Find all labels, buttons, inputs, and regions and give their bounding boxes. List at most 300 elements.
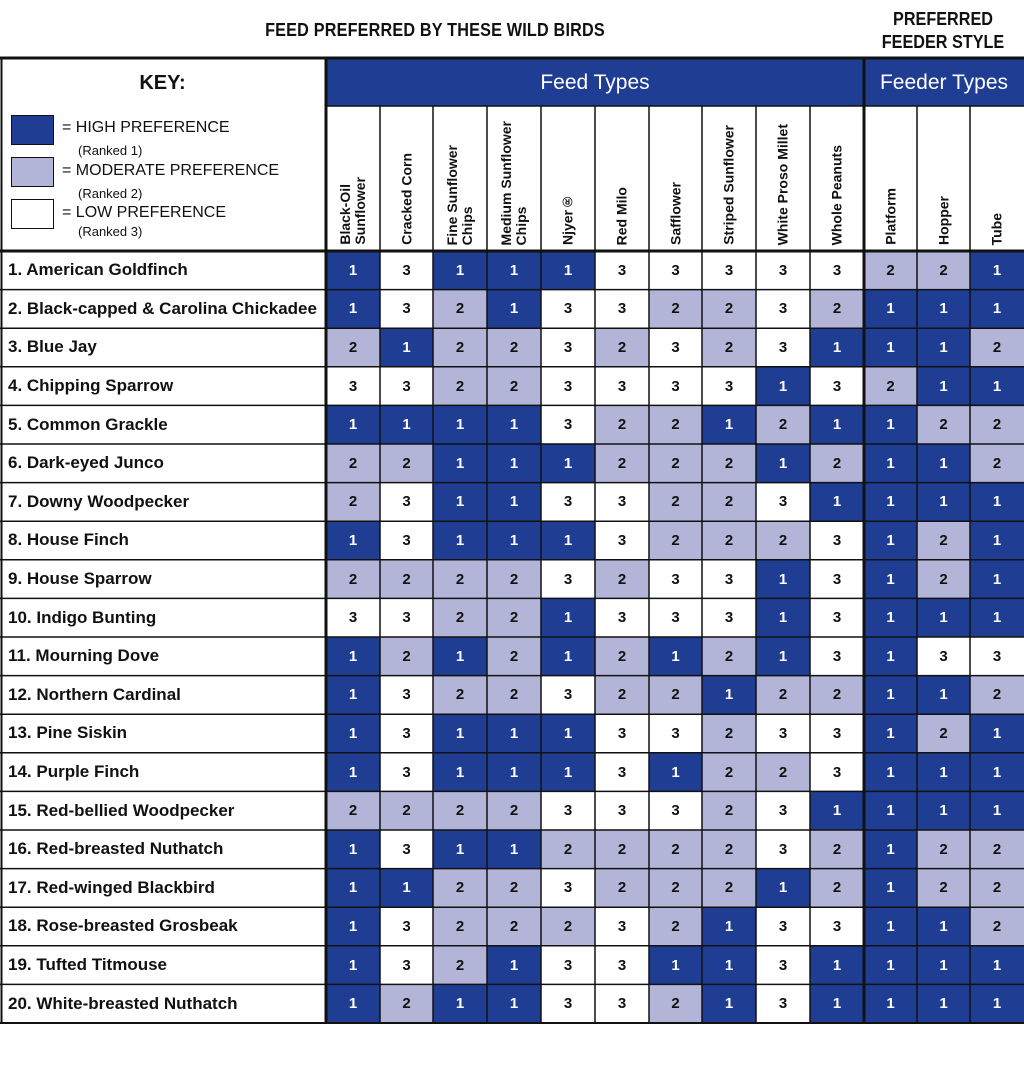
table-cell: 2	[939, 840, 948, 858]
table-cell: 1	[455, 416, 465, 434]
table-cell: 2	[617, 879, 627, 897]
table-cell: 1	[509, 995, 519, 1013]
page-title: FEED PREFERRED BY THESE WILD BIRDS	[265, 20, 605, 40]
table-cell: 1	[724, 956, 734, 974]
table-cell: 2	[724, 338, 734, 356]
table-cell: 2	[617, 647, 627, 665]
table-cell: 2	[671, 917, 680, 935]
table-cell: 1	[509, 300, 519, 318]
column-header	[595, 106, 649, 251]
table-cell: 2	[402, 570, 411, 588]
table-cell: 3	[724, 261, 734, 279]
table-cell: 1	[509, 493, 519, 511]
table-cell: 1	[509, 261, 519, 279]
column-header-label: Platform	[882, 188, 898, 245]
table-cell: 2	[455, 570, 465, 588]
table-cell: 3	[402, 531, 411, 549]
table-cell: 1	[939, 802, 948, 820]
row-label: 5. Common Grackle	[8, 414, 168, 434]
key-swatch-high	[11, 115, 54, 145]
row-label: 16. Red-breasted Nuthatch	[8, 839, 224, 859]
table-cell: 3	[671, 724, 680, 742]
table-cell: 3	[778, 300, 788, 318]
table-cell: 1	[455, 647, 465, 665]
row-label: 2. Black-capped & Carolina Chickadee	[8, 298, 317, 318]
table-cell: 2	[617, 840, 627, 858]
table-cell: 3	[671, 609, 680, 627]
table-cell: 2	[832, 879, 842, 897]
row-label: 8. House Finch	[8, 530, 129, 550]
row-label: 9. House Sparrow	[8, 569, 152, 589]
table-cell: 1	[455, 261, 465, 279]
table-cell: 2	[348, 493, 358, 511]
row-label: 20. White-breasted Nuthatch	[8, 993, 238, 1013]
table-cell: 3	[832, 261, 842, 279]
row-label: 14. Purple Finch	[8, 762, 140, 782]
table-cell: 3	[671, 802, 680, 820]
table-cell: 1	[509, 956, 519, 974]
table-cell: 2	[509, 377, 519, 395]
table-cell: 1	[348, 956, 358, 974]
table-cell: 3	[832, 724, 842, 742]
column-header	[702, 106, 756, 251]
table-cell: 1	[348, 531, 358, 549]
table-cell: 2	[617, 454, 627, 472]
column-header-label: Red Milo	[613, 186, 630, 245]
table-cell: 3	[348, 377, 358, 395]
table-cell: 1	[992, 956, 1002, 974]
table-cell: 1	[886, 802, 895, 820]
table-cell: 1	[563, 647, 573, 665]
table-cell: 3	[724, 609, 734, 627]
table-cell: 1	[563, 261, 573, 279]
row-label: 7. Downy Woodpecker	[8, 491, 190, 511]
column-header	[487, 106, 541, 251]
table-cell: 1	[778, 377, 788, 395]
table-cell: 1	[348, 416, 358, 434]
table-cell: 1	[939, 338, 948, 356]
table-cell: 3	[402, 493, 411, 511]
table-cell: 3	[402, 763, 411, 781]
table-cell: 1	[886, 763, 895, 781]
table-cell: 1	[992, 570, 1002, 588]
table-cell: 2	[992, 416, 1002, 434]
table-cell: 3	[617, 763, 627, 781]
table-cell: 1	[724, 686, 734, 704]
table-cell: 1	[886, 609, 895, 627]
table-cell: 1	[724, 917, 734, 935]
table-cell: 1	[886, 300, 895, 318]
table-cell: 2	[455, 917, 465, 935]
row-label: 19. Tufted Titmouse	[8, 955, 168, 975]
table-cell: 3	[617, 724, 627, 742]
row-label: 18. Rose-breasted Grosbeak	[8, 916, 238, 936]
column-header	[649, 106, 702, 251]
table-cell: 3	[778, 338, 788, 356]
table-cell: 2	[348, 802, 358, 820]
table-cell: 2	[509, 338, 519, 356]
group-label: Feeder Types	[879, 71, 1009, 94]
table-cell: 2	[455, 300, 465, 318]
table-cell: 1	[992, 300, 1002, 318]
table-cell: 1	[509, 840, 519, 858]
table-cell: 3	[617, 493, 627, 511]
table-cell: 1	[886, 724, 895, 742]
table-cell: 2	[832, 686, 842, 704]
table-cell: 1	[992, 802, 1002, 820]
table-cell: 1	[886, 879, 895, 897]
key-swatch-low	[11, 199, 54, 229]
key-label-low: = LOW PREFERENCE	[62, 204, 227, 221]
table-cell: 3	[563, 300, 573, 318]
column-header-label: Tube	[988, 212, 1005, 245]
table-cell: 2	[455, 686, 465, 704]
table-cell: 3	[832, 531, 842, 549]
table-cell: 2	[832, 300, 842, 318]
table-cell: 1	[886, 647, 895, 665]
column-header-label: Medium Sunflower Chips	[498, 120, 529, 245]
table-cell: 2	[992, 917, 1002, 935]
table-cell: 3	[617, 531, 627, 549]
table-cell: 2	[992, 840, 1002, 858]
table-cell: 3	[402, 609, 411, 627]
table-cell: 3	[832, 763, 842, 781]
table-cell: 1	[563, 531, 573, 549]
table-cell: 1	[886, 917, 895, 935]
table-cell: 1	[348, 917, 358, 935]
table-cell: 3	[402, 300, 411, 318]
table-cell: 2	[455, 956, 465, 974]
table-cell: 2	[671, 879, 680, 897]
table-cell: 2	[778, 531, 788, 549]
key-title: KEY:	[139, 72, 186, 94]
table-cell: 2	[886, 261, 895, 279]
column-header-label: White Proso Millet	[774, 123, 791, 245]
table-cell: 1	[402, 338, 411, 356]
table-cell: 3	[778, 995, 788, 1013]
column-header-label: Safflower	[667, 181, 683, 245]
table-cell: 1	[992, 531, 1002, 549]
table-cell: 2	[509, 647, 519, 665]
table-cell: 2	[671, 686, 680, 704]
table-cell: 3	[402, 840, 411, 858]
table-cell: 1	[509, 724, 519, 742]
table-cell: 2	[617, 686, 627, 704]
key-sub-moderate: (Ranked 2)	[78, 186, 143, 201]
table-cell: 3	[563, 416, 573, 434]
table-cell: 1	[886, 686, 895, 704]
table-cell: 1	[402, 416, 411, 434]
table-cell: 2	[724, 763, 734, 781]
table-cell: 3	[832, 647, 842, 665]
feeder-style-title-line2: FEEDER STYLE	[881, 32, 1005, 52]
row-label: 6. Dark-eyed Junco	[8, 453, 164, 473]
table-cell: 3	[402, 956, 411, 974]
table-cell: 1	[455, 531, 465, 549]
column-header-label: Njyer®	[559, 193, 576, 245]
table-cell: 2	[671, 493, 680, 511]
table-cell: 1	[778, 570, 788, 588]
column-header-label: Cracked Corn	[398, 153, 414, 245]
table-cell: 2	[724, 493, 734, 511]
row-label: 1. American Goldfinch	[8, 260, 188, 280]
table-cell: 2	[832, 454, 842, 472]
table-cell: 1	[778, 454, 788, 472]
column-header	[756, 106, 810, 251]
table-cell: 2	[671, 416, 680, 434]
table-cell: 3	[992, 647, 1002, 665]
key-sub-low: (Ranked 3)	[78, 224, 143, 239]
row-label: 13. Pine Siskin	[8, 723, 128, 743]
table-cell: 3	[778, 840, 788, 858]
table-cell: 3	[563, 686, 573, 704]
table-cell: 2	[939, 531, 948, 549]
table-cell: 2	[509, 609, 519, 627]
table-cell: 1	[886, 956, 895, 974]
table-cell: 1	[939, 454, 948, 472]
table-cell: 2	[563, 840, 573, 858]
table-cell: 3	[563, 338, 573, 356]
table-cell: 3	[402, 724, 411, 742]
table-cell: 1	[939, 956, 948, 974]
table-cell: 2	[348, 570, 358, 588]
table-cell: 1	[992, 763, 1002, 781]
table-cell: 3	[671, 338, 680, 356]
table-cell: 1	[939, 493, 948, 511]
table-cell: 1	[455, 840, 465, 858]
table-cell: 1	[671, 956, 680, 974]
table-cell: 2	[992, 454, 1002, 472]
table-cell: 1	[348, 995, 358, 1013]
table-cell: 2	[724, 724, 734, 742]
table-cell: 2	[509, 879, 519, 897]
table-cell: 1	[455, 454, 465, 472]
table-cell: 3	[939, 647, 948, 665]
table-cell: 3	[778, 802, 788, 820]
table-cell: 3	[724, 377, 734, 395]
column-header	[380, 106, 433, 251]
table-cell: 1	[886, 840, 895, 858]
table-cell: 2	[778, 686, 788, 704]
table-cell: 1	[992, 609, 1002, 627]
table-cell: 1	[563, 609, 573, 627]
key-label-moderate: = MODERATE PREFERENCE	[62, 162, 280, 179]
table-cell: 2	[348, 338, 358, 356]
table-cell: 2	[509, 570, 519, 588]
table-cell: 2	[509, 802, 519, 820]
table-cell: 1	[348, 763, 358, 781]
key-label-high: = HIGH PREFERENCE	[62, 119, 230, 136]
table-cell: 3	[402, 261, 411, 279]
table-cell: 1	[348, 647, 358, 665]
table-cell: 3	[832, 917, 842, 935]
table-cell: 1	[671, 763, 680, 781]
table-cell: 1	[886, 454, 895, 472]
row-label: 17. Red-winged Blackbird	[8, 877, 215, 897]
feeder-style-title-line1: PREFERRED	[893, 9, 993, 29]
table-cell: 2	[348, 454, 358, 472]
table-cell: 3	[724, 570, 734, 588]
table-cell: 1	[939, 300, 948, 318]
table-cell: 2	[778, 763, 788, 781]
table-cell: 2	[455, 802, 465, 820]
key-sub-high: (Ranked 1)	[78, 143, 143, 158]
table-cell: 1	[886, 338, 895, 356]
table-cell: 1	[563, 454, 573, 472]
column-header	[864, 106, 917, 251]
table-cell: 2	[671, 454, 680, 472]
table-cell: 2	[671, 531, 680, 549]
table-cell: 3	[563, 879, 573, 897]
table-cell: 2	[886, 377, 895, 395]
table-cell: 3	[617, 917, 627, 935]
column-header	[970, 106, 1024, 251]
table-cell: 2	[455, 879, 465, 897]
table-cell: 2	[402, 647, 411, 665]
table-cell: 2	[939, 879, 948, 897]
table-cell: 2	[724, 454, 734, 472]
table-cell: 1	[992, 261, 1002, 279]
table-cell: 2	[724, 802, 734, 820]
table-cell: 2	[992, 686, 1002, 704]
table-cell: 1	[509, 531, 519, 549]
table-cell: 1	[939, 763, 948, 781]
table-cell: 1	[939, 686, 948, 704]
key-swatch-moderate	[11, 157, 54, 187]
table-cell: 1	[509, 416, 519, 434]
table-cell: 1	[509, 454, 519, 472]
table-cell: 1	[455, 493, 465, 511]
table-cell: 1	[348, 724, 358, 742]
table-cell: 1	[778, 647, 788, 665]
table-cell: 2	[939, 570, 948, 588]
table-cell: 1	[939, 609, 948, 627]
table-cell: 1	[509, 763, 519, 781]
table-cell: 2	[563, 917, 573, 935]
table-cell: 1	[778, 609, 788, 627]
table-cell: 3	[402, 917, 411, 935]
table-cell: 3	[778, 724, 788, 742]
table-cell: 1	[563, 724, 573, 742]
table-cell: 3	[617, 995, 627, 1013]
column-header	[326, 106, 380, 251]
table-cell: 1	[832, 493, 842, 511]
table-cell: 3	[832, 570, 842, 588]
table-cell: 3	[617, 300, 627, 318]
table-cell: 1	[886, 570, 895, 588]
column-header	[917, 106, 970, 251]
table-cell: 2	[939, 416, 948, 434]
table-cell: 1	[671, 647, 680, 665]
table-cell: 1	[348, 300, 358, 318]
row-label: 3. Blue Jay	[8, 337, 97, 357]
table-cell: 1	[939, 377, 948, 395]
column-header-label: Black-Oil Sunflower	[337, 177, 368, 245]
table-cell: 3	[348, 609, 358, 627]
table-cell: 3	[617, 261, 627, 279]
table-cell: 3	[563, 570, 573, 588]
table-cell: 1	[348, 840, 358, 858]
table-cell: 1	[402, 879, 411, 897]
table-cell: 3	[778, 261, 788, 279]
table-cell: 3	[617, 956, 627, 974]
column-header	[433, 106, 487, 251]
table-cell: 2	[617, 338, 627, 356]
table-cell: 3	[617, 802, 627, 820]
table-cell: 2	[617, 416, 627, 434]
table-cell: 2	[509, 917, 519, 935]
table-cell: 2	[778, 416, 788, 434]
table-cell: 1	[832, 338, 842, 356]
column-header-label: Whole Peanuts	[828, 144, 845, 245]
table-cell: 1	[886, 531, 895, 549]
table-cell: 2	[939, 724, 948, 742]
table-cell: 1	[832, 956, 842, 974]
table-cell: 1	[348, 879, 358, 897]
table-cell: 1	[886, 493, 895, 511]
table-cell: 1	[886, 995, 895, 1013]
table-cell: 1	[992, 724, 1002, 742]
table-cell: 3	[402, 377, 411, 395]
table-cell: 2	[455, 377, 465, 395]
table-cell: 2	[724, 300, 734, 318]
table-cell: 1	[455, 724, 465, 742]
row-label: 15. Red-bellied Woodpecker	[8, 800, 235, 820]
table-cell: 2	[832, 840, 842, 858]
table-cell: 3	[563, 802, 573, 820]
table-cell: 3	[617, 609, 627, 627]
table-cell: 2	[939, 261, 948, 279]
table-cell: 2	[455, 338, 465, 356]
row-label: 10. Indigo Bunting	[8, 607, 157, 627]
table-cell: 1	[832, 416, 842, 434]
group-label: Feed Types	[540, 71, 650, 94]
table-cell: 2	[724, 647, 734, 665]
table-cell: 1	[992, 493, 1002, 511]
table-cell: 1	[778, 879, 788, 897]
table-cell: 3	[778, 956, 788, 974]
table-cell: 2	[671, 995, 680, 1013]
table-cell: 2	[671, 300, 680, 318]
table-cell: 3	[563, 995, 573, 1013]
table-cell: 3	[671, 377, 680, 395]
table-cell: 3	[832, 609, 842, 627]
table-cell: 1	[724, 995, 734, 1013]
table-cell: 2	[992, 338, 1002, 356]
table-cell: 2	[724, 879, 734, 897]
column-header	[541, 106, 595, 251]
table-cell: 3	[671, 261, 680, 279]
table-cell: 2	[455, 609, 465, 627]
table-cell: 2	[671, 840, 680, 858]
table-cell: 2	[724, 531, 734, 549]
table-cell: 3	[671, 570, 680, 588]
table-cell: 3	[563, 493, 573, 511]
column-header	[810, 106, 864, 251]
table-cell: 2	[402, 454, 411, 472]
table-cell: 2	[509, 686, 519, 704]
table-cell: 2	[402, 802, 411, 820]
table-cell: 1	[992, 377, 1002, 395]
table-cell: 3	[832, 377, 842, 395]
table-cell: 2	[992, 879, 1002, 897]
table-cell: 2	[617, 570, 627, 588]
table-cell: 3	[563, 956, 573, 974]
column-header-label: Striped Sunflower	[720, 125, 737, 245]
table-cell: 1	[832, 802, 842, 820]
column-header-label: Fine Sunflower Chips	[444, 144, 475, 245]
table-cell: 1	[348, 261, 358, 279]
